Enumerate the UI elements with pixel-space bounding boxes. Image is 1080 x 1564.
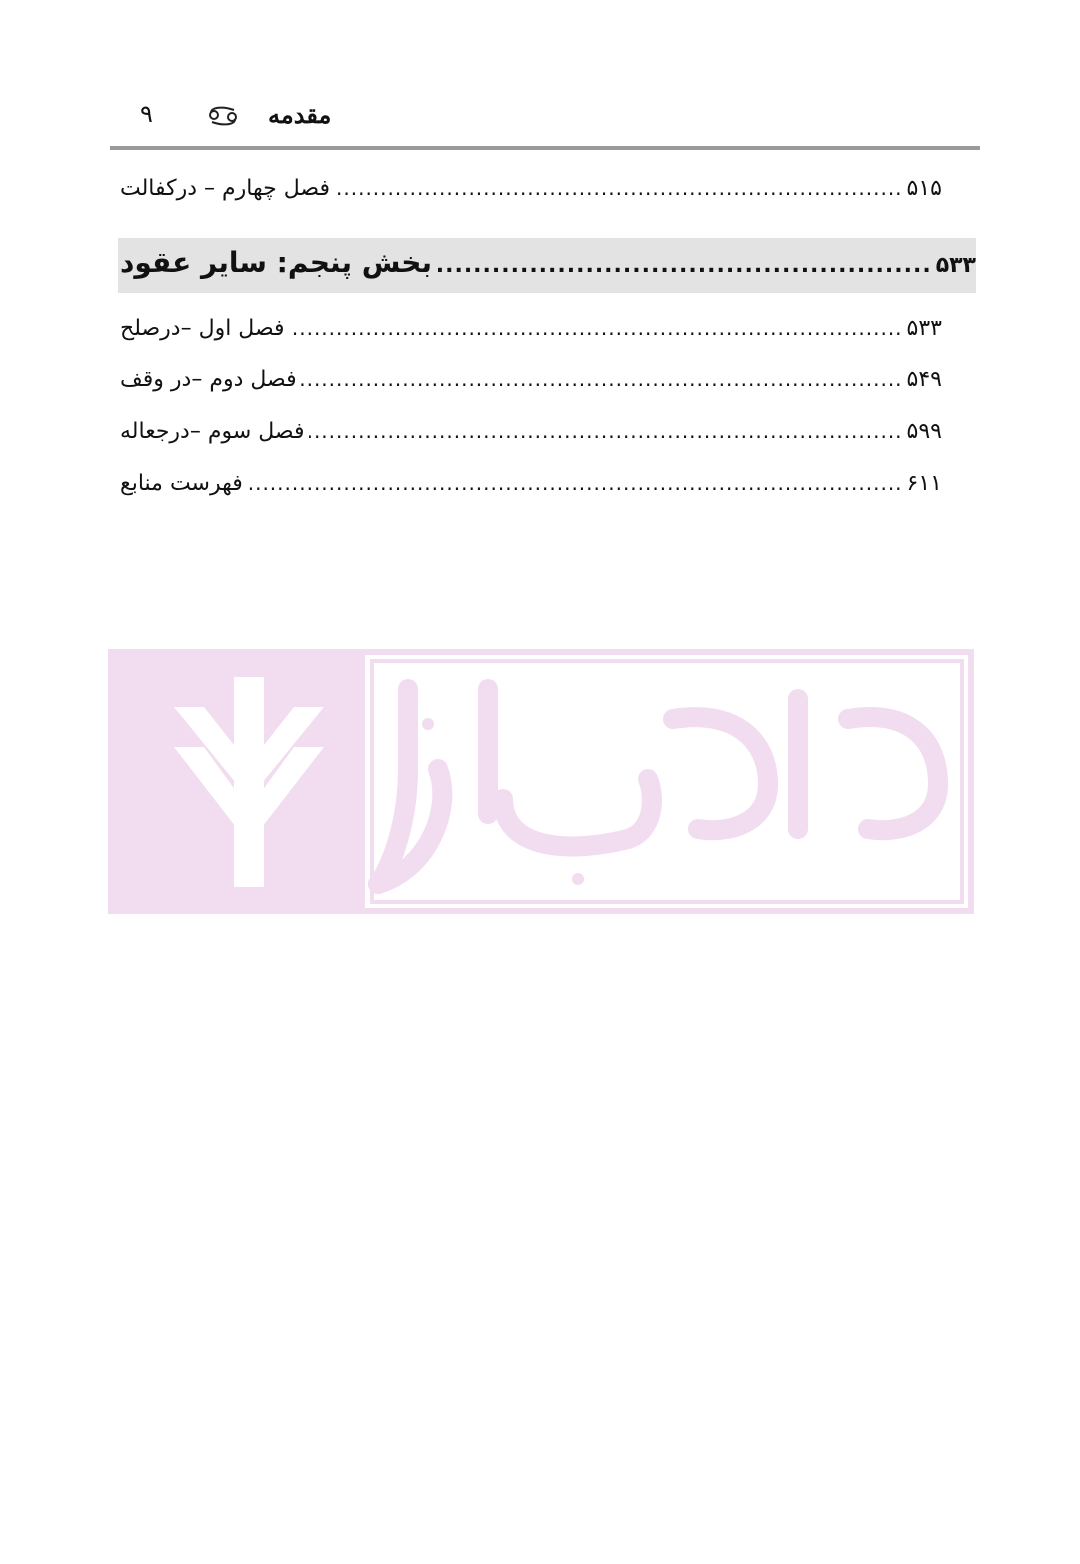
toc-part-heading[interactable]: [120, 246, 976, 286]
toc-part-title: بخش پنجم: سایر عقود: [120, 246, 432, 279]
toc-entry-title: فصل اول –درصلح: [120, 316, 285, 341]
toc-entry-chapter-2[interactable]: [120, 367, 942, 407]
toc-entry-page: ۵۹۹: [906, 419, 942, 444]
dot-leader: [301, 367, 903, 391]
toc-entry-chapter-4[interactable]: [120, 176, 942, 216]
toc-entry-title: فصل دوم –در وقف: [120, 367, 297, 392]
toc-entry-page: ۵۴۹: [906, 367, 942, 392]
running-header: [110, 96, 980, 146]
cancer-zodiac-icon: [206, 104, 240, 128]
running-section-title: مقدمه: [268, 100, 332, 129]
dot-leader: [436, 253, 932, 278]
toc-entry-page: ۵۳۳: [906, 316, 942, 341]
dot-leader: [247, 471, 903, 495]
toc-entry-title: فهرست منابع: [120, 471, 243, 496]
toc-entry-chapter-1[interactable]: [120, 316, 942, 356]
dadbazar-watermark: [108, 649, 974, 914]
page-number: ۹: [140, 100, 153, 128]
toc-entry-title: فصل سوم –درجعاله: [120, 419, 305, 444]
toc-entry-page: ۶۱۱: [906, 471, 942, 496]
dot-leader: [309, 419, 903, 443]
toc-entry-references[interactable]: [120, 471, 942, 511]
dot-leader: [289, 316, 903, 340]
toc-entry-chapter-3[interactable]: [120, 419, 942, 459]
toc-entry-title: فصل چهارم – درکفالت: [120, 176, 330, 201]
toc-part-page: ۵۳۳: [935, 253, 976, 278]
toc-entry-page: ۵۱۵: [906, 176, 942, 201]
dot-leader: [334, 176, 903, 200]
header-rule: [110, 146, 980, 150]
